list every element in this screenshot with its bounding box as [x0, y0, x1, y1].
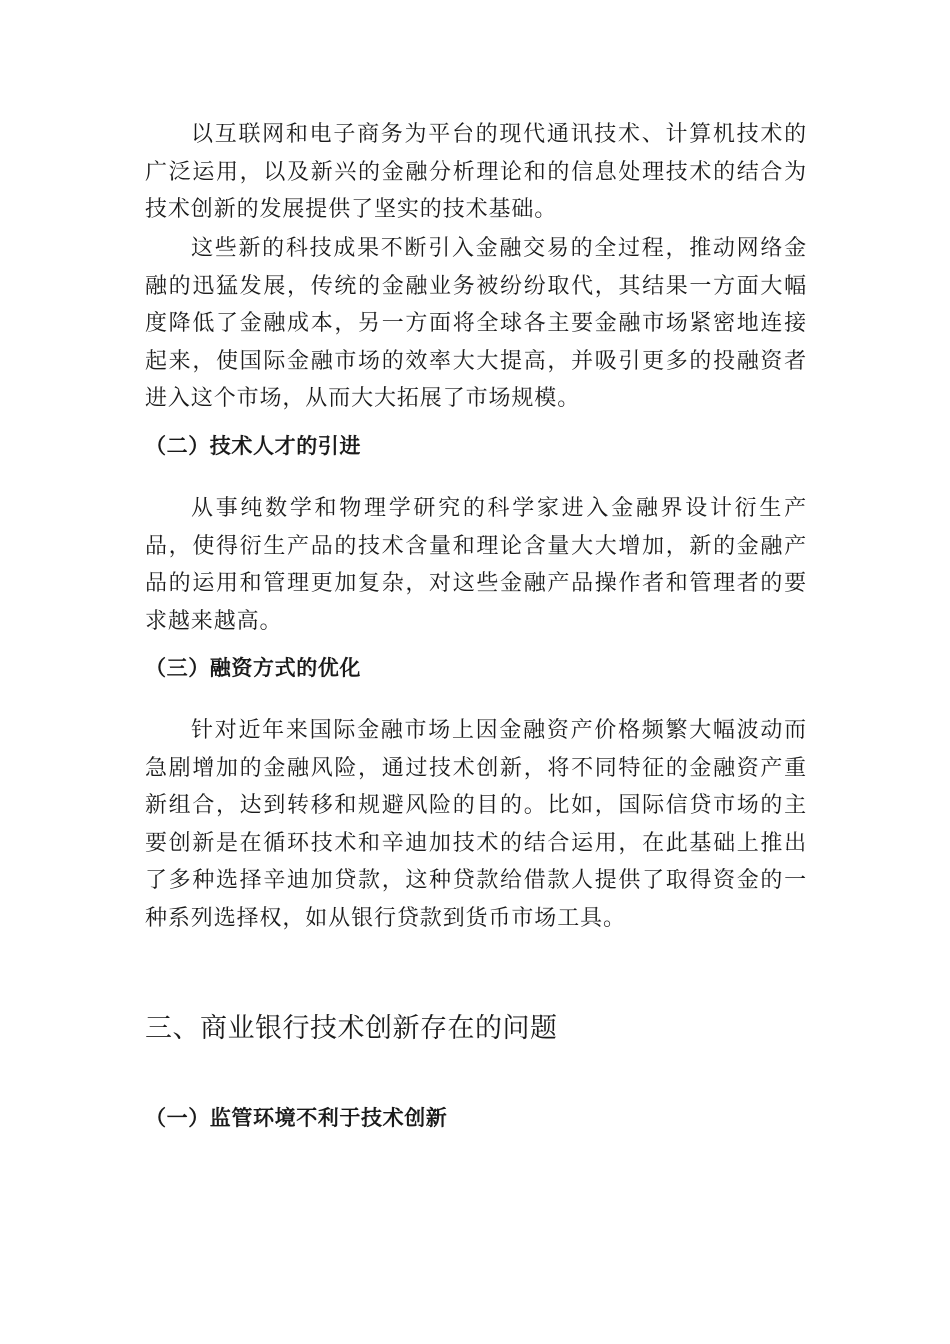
subheading-talent: （二）技术人才的引进: [145, 434, 361, 458]
paragraph-scientists: 从事纯数学和物理学研究的科学家进入金融界设计衍生产品，使得衍生产品的技术含量和理论含量大大增加，新的金融产品的运用和管理更加复杂，对这些金融产品操作者和管理者的要求越来越高。: [145, 496, 807, 634]
paragraph-tech-foundation: 以互联网和电子商务为平台的现代通讯技术、计算机技术的广泛运用，以及新兴的金融分析理论和的信息处理技术的结合为技术创新的发展提供了坚实的技术基础。: [145, 122, 807, 222]
subheading-regulation: （一）监管环境不利于技术创新: [145, 1106, 448, 1130]
subheading-financing: （三）融资方式的优化: [145, 656, 361, 680]
paragraph-network-finance: 这些新的科技成果不断引入金融交易的全过程，推动网络金融的迅猛发展，传统的金融业务被纷纷取代，其结果一方面大幅度降低了金融成本，另一方面将全球各主要金融市场紧密地连接起来，使国际金融市场的效率大大提高，并吸引更多的投融资者进入这个市场，从而大大拓展了市场规模。: [145, 236, 807, 411]
paragraph-risk: 针对近年来国际金融市场上因金融资产价格频繁大幅波动而急剧增加的金融风险，通过技术创新，将不同特征的金融资产重新组合，达到转移和规避风险的目的。比如，国际信贷市场的主要创新是在循环技术和辛迪加技术的结合运用，在此基础上推出了多种选择辛迪加贷款，这种贷款给借款人提供了取得资金的一种系列选择权，如从银行贷款到货币市场工具。: [145, 718, 807, 931]
section-heading-problems: 三、商业银行技术创新存在的问题: [145, 1013, 558, 1044]
